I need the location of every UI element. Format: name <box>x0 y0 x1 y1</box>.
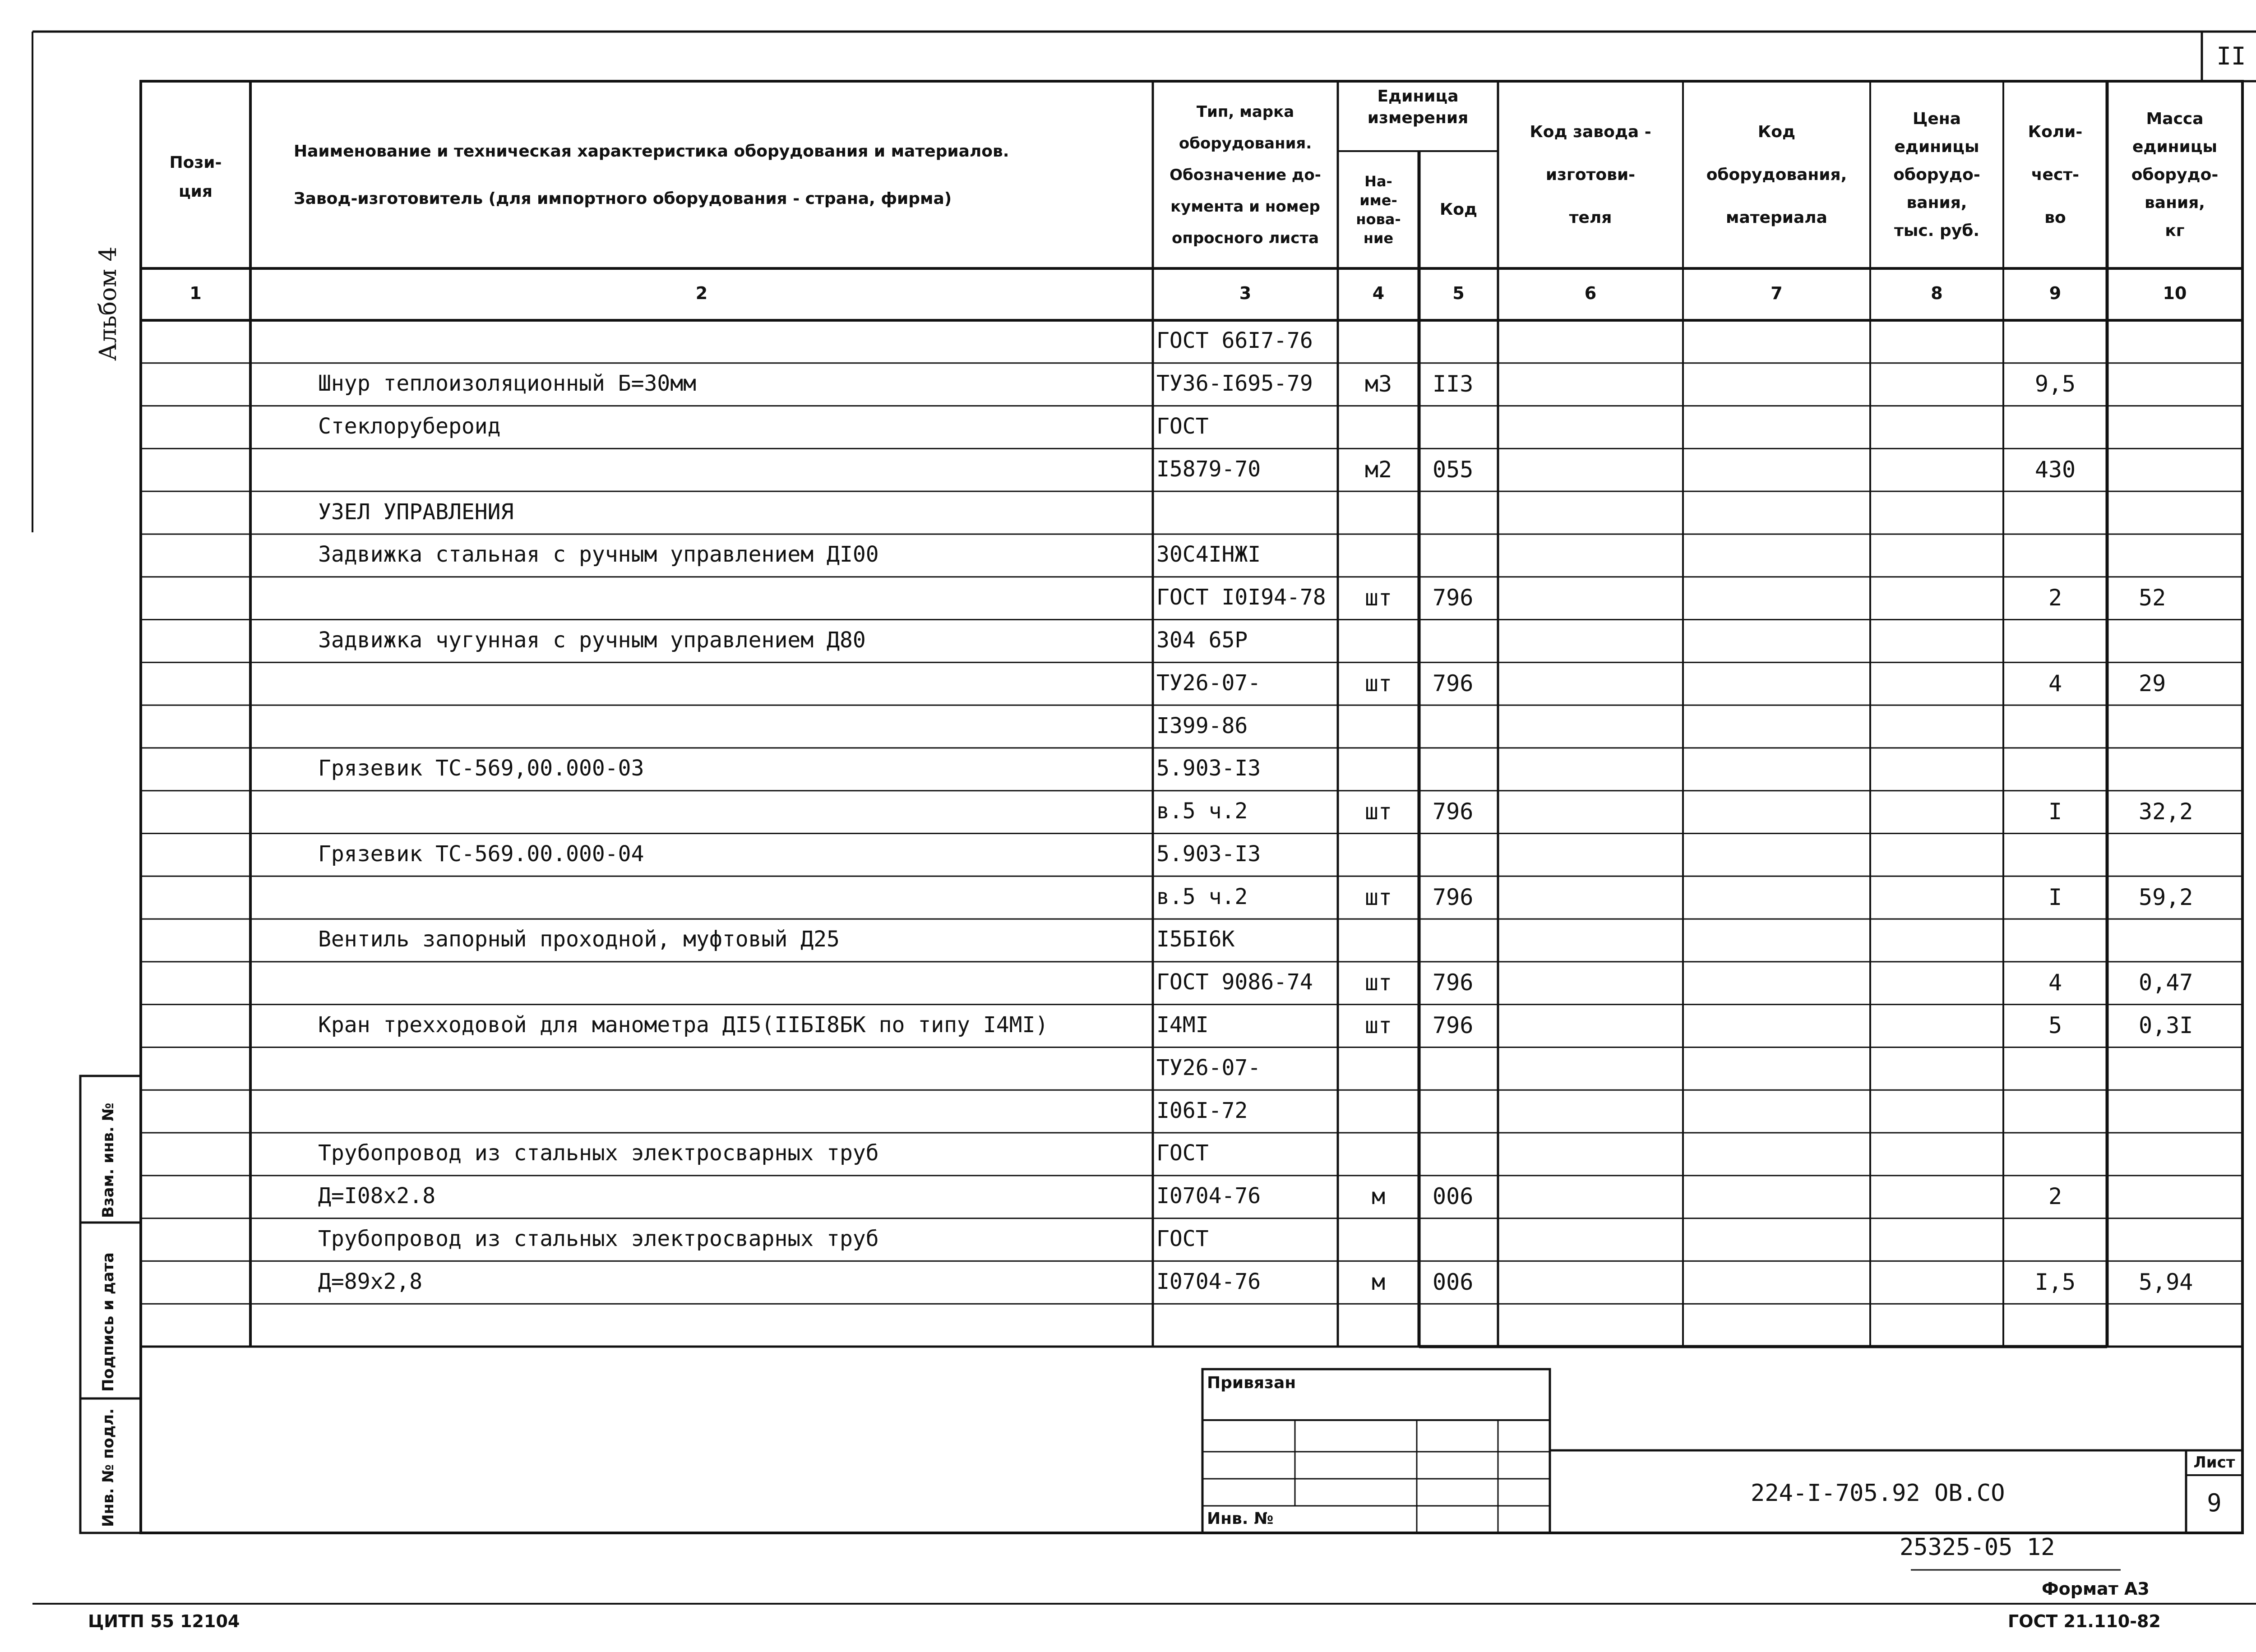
column-number-6: 6 <box>1584 283 1597 303</box>
column-number-3: 3 <box>1239 283 1252 303</box>
list-label: Лист <box>2193 1454 2235 1472</box>
cell-doc: ГОСТ I0I94-78 <box>1156 585 1326 610</box>
cell-code: 796 <box>1433 798 1474 825</box>
document-designation: 224-I-705.92 ОВ.СО <box>1751 1480 2005 1507</box>
privyazan-label: Привязан <box>1207 1374 1296 1392</box>
cell-unit: шт <box>1364 585 1392 611</box>
format-label: Формат А3 <box>2042 1579 2150 1599</box>
archive-stamp: 25325-05 12 <box>1900 1534 2055 1561</box>
cell-code: 006 <box>1433 1183 1474 1210</box>
cell-mass: 5,94 <box>2139 1269 2193 1295</box>
column-header-7: Код оборудования, материала <box>1706 123 1847 227</box>
cell-name: Задвижка стальная с ручным управлением ДI00 <box>318 542 879 568</box>
cell-qty: 4 <box>2048 670 2062 697</box>
column-number-7: 7 <box>1771 283 1783 303</box>
cell-name: Вентиль запорный проходной, муфтовый Д25 <box>318 927 840 952</box>
cell-mass: 0,47 <box>2139 969 2193 996</box>
inv-no-label: Инв. № <box>1207 1509 1274 1528</box>
cell-code: 006 <box>1433 1269 1474 1295</box>
cell-unit: м2 <box>1364 456 1392 483</box>
cell-qty: 2 <box>2048 585 2062 611</box>
cell-unit: шт <box>1364 670 1392 697</box>
column-header-10: Масса единицы оборудо- вания, кг <box>2131 109 2219 240</box>
column-header-4: На- име- нова- ние <box>1356 173 1401 247</box>
cell-code: 796 <box>1433 1012 1474 1039</box>
column-header-1: Пози- ция <box>169 153 222 201</box>
column-header-3: Тип, марка оборудования. Обозначение до- кумента и номер опросного листа <box>1170 102 1321 247</box>
cell-doc: 5.903-I3 <box>1156 756 1261 781</box>
cell-doc: 5.903-I3 <box>1156 841 1261 867</box>
column-number-9: 9 <box>2049 283 2062 303</box>
column-header-2: Наименование и техническая характеристика оборудования и материалов. Завод-изготовитель (для импортного оборудования - страна, фирма) <box>294 142 1009 208</box>
cell-doc: I399-86 <box>1156 713 1248 738</box>
cell-doc: ГОСТ <box>1156 1226 1209 1252</box>
cell-code: II3 <box>1433 371 1474 397</box>
cell-doc: в.5 ч.2 <box>1156 884 1248 909</box>
cell-unit: м3 <box>1364 371 1392 397</box>
column-header-5: Код <box>1439 200 1478 219</box>
cell-name: Д=89х2,8 <box>318 1269 423 1294</box>
cell-doc: ГОСТ 9086-74 <box>1156 969 1313 995</box>
cell-qty: I <box>2048 798 2062 825</box>
cell-doc: I0704-76 <box>1156 1183 1261 1209</box>
cell-unit: шт <box>1364 798 1392 825</box>
sheet-corner-number: II <box>2216 42 2246 70</box>
cell-qty: I,5 <box>2034 1269 2076 1295</box>
column-header-8: Цена единицы оборудо- вания, тыс. руб. <box>1893 109 1980 240</box>
cell-mass: 29 <box>2139 670 2166 697</box>
cell-doc: I0704-76 <box>1156 1269 1261 1294</box>
cell-code: 796 <box>1433 585 1474 611</box>
gost-label: ГОСТ 21.110-82 <box>2008 1611 2161 1631</box>
cell-doc: 304 65Р <box>1156 627 1248 653</box>
column-number-4: 4 <box>1372 283 1385 303</box>
cell-code: 796 <box>1433 884 1474 910</box>
cell-doc: I06I-72 <box>1156 1098 1248 1123</box>
album-label: Альбом 4 <box>95 246 122 361</box>
unit-group-text: Единица измерения <box>1367 87 1469 127</box>
cell-name: Трубопровод из стальных электросварных труб <box>318 1226 879 1252</box>
cell-name: Грязевик ТС-569.00.000-04 <box>318 841 644 867</box>
unit-group-header <box>1338 86 1498 129</box>
cell-doc: ГОСТ <box>1156 1140 1209 1166</box>
cell-unit: м <box>1371 1183 1386 1210</box>
side-label-vzam: Взам. инв. № <box>99 1103 117 1218</box>
side-label-inv: Инв. № подл. <box>99 1408 117 1527</box>
cell-qty: I <box>2048 884 2062 910</box>
cell-mass: 52 <box>2139 585 2166 611</box>
cell-unit: шт <box>1364 1012 1392 1039</box>
cell-doc: ТУ26-07- <box>1156 1055 1261 1080</box>
cell-doc: ТУ36-I695-79 <box>1156 371 1313 397</box>
cell-doc: ГОСТ <box>1156 413 1209 439</box>
cell-qty: 4 <box>2048 969 2062 996</box>
cell-qty: 430 <box>2034 456 2076 483</box>
cell-name: Задвижка чугунная с ручным управлением Д80 <box>318 627 866 653</box>
cell-unit: шт <box>1364 969 1392 996</box>
cell-name: Д=I08х2.8 <box>318 1183 436 1209</box>
cell-doc: I5БI6К <box>1156 927 1235 952</box>
column-header-9: Коли- чест- во <box>2028 123 2083 227</box>
cell-doc: в.5 ч.2 <box>1156 798 1248 824</box>
cell-doc: 30С4IНЖI <box>1156 542 1261 568</box>
cell-mass: 32,2 <box>2139 798 2193 825</box>
cell-code: 796 <box>1433 969 1474 996</box>
cell-code: 796 <box>1433 670 1474 697</box>
cell-unit: шт <box>1364 884 1392 910</box>
column-header-6: Код завода - изготови- теля <box>1530 123 1651 227</box>
cell-doc: ТУ26-07- <box>1156 670 1261 696</box>
side-label-podpis: Подпись и дата <box>99 1252 117 1392</box>
cell-name: Шнур теплоизоляционный Б=30мм <box>318 371 697 397</box>
cell-unit: м <box>1371 1269 1386 1295</box>
cell-name: УЗЕЛ УПРАВЛЕНИЯ <box>318 499 514 525</box>
cell-qty: 9,5 <box>2034 371 2076 397</box>
cell-doc: I5879-70 <box>1156 456 1261 482</box>
cell-mass: 59,2 <box>2139 884 2193 910</box>
cell-doc: ГОСТ 66I7-76 <box>1156 328 1313 354</box>
column-number-2: 2 <box>695 283 708 303</box>
cell-name: Стеклорубероид <box>318 413 501 439</box>
column-number-1: 1 <box>190 283 202 303</box>
citp-label: ЦИТП 55 12104 <box>88 1611 240 1631</box>
column-number-10: 10 <box>2163 283 2187 303</box>
cell-name: Трубопровод из стальных электросварных труб <box>318 1140 879 1166</box>
column-number-8: 8 <box>1931 283 1943 303</box>
cell-code: 055 <box>1433 456 1474 483</box>
cell-name: Кран трехходовой для манометра ДI5(IIБI8БК по типу I4МI) <box>318 1012 1049 1038</box>
list-number: 9 <box>2207 1489 2222 1517</box>
cell-mass: 0,3I <box>2139 1012 2193 1039</box>
column-number-5: 5 <box>1452 283 1465 303</box>
cell-name: Грязевик ТС-569,00.000-03 <box>318 756 644 781</box>
cell-qty: 5 <box>2048 1012 2062 1039</box>
cell-qty: 2 <box>2048 1183 2062 1210</box>
cell-doc: I4МI <box>1156 1012 1209 1038</box>
